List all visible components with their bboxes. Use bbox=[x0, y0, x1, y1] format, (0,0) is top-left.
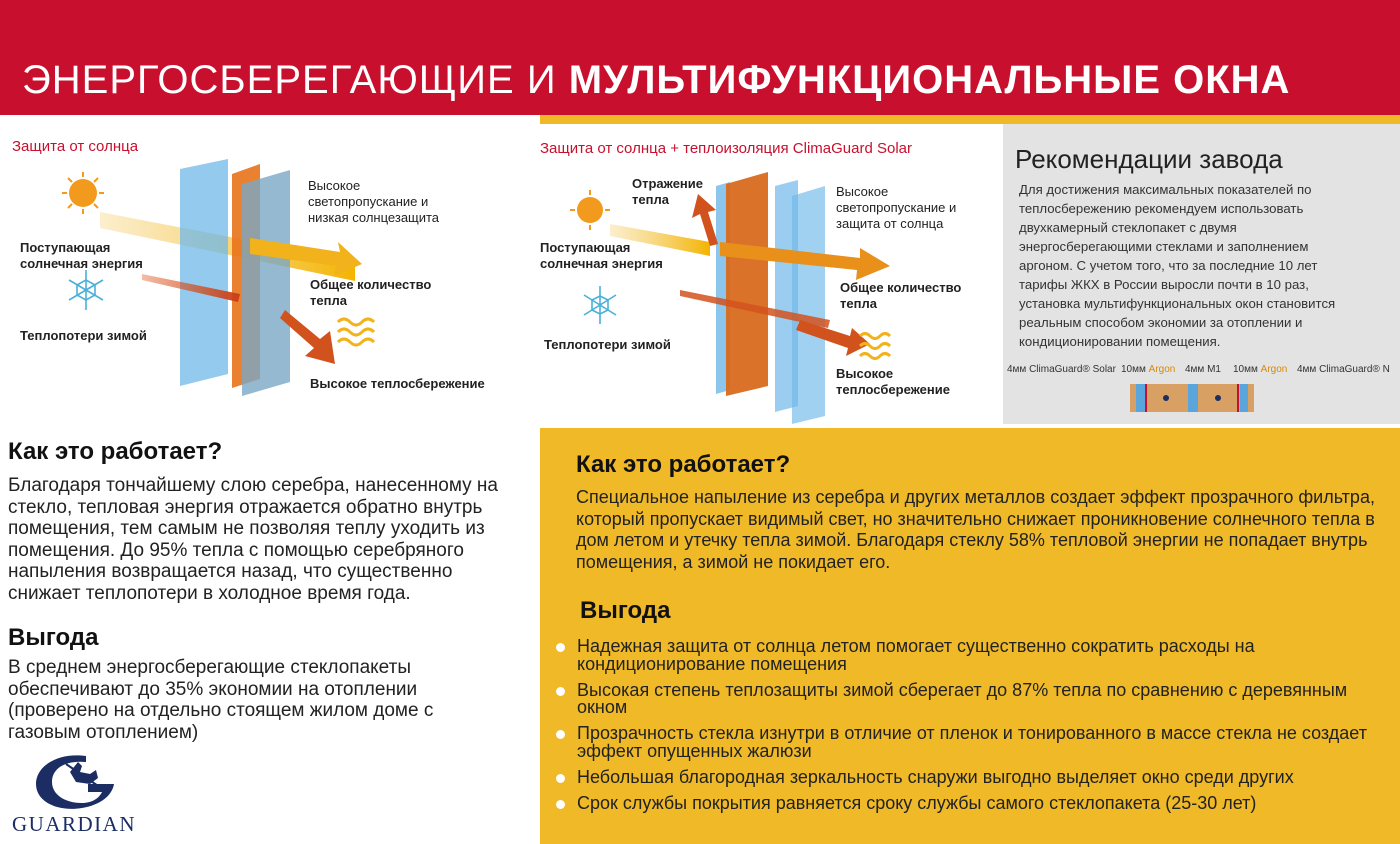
recommendations-title: Рекомендации завода bbox=[1015, 144, 1283, 174]
legend-glass-1: 4мм ClimaGuard® Solar bbox=[1007, 364, 1116, 375]
benefit-list bbox=[556, 638, 1386, 821]
label-heat-loss: Теплопотери зимой bbox=[20, 328, 147, 343]
bullet-icon bbox=[556, 774, 565, 783]
benefit-text: В среднем энергосберегающие стеклопакеты обеспечивают до 35% экономии на отоплении (проверено на отдельно стоящем жилом доме с газовым отоплением) bbox=[8, 657, 434, 743]
sun-icon bbox=[62, 172, 104, 214]
legend-gap-2: 10мм Argon bbox=[1233, 364, 1288, 375]
list-item: Прозрачность стекла изнутри в отличие от пленок и тонированного в массе стекла не создает эффект опущенных жалюзи bbox=[556, 725, 1386, 760]
climaguard-diagram bbox=[530, 124, 1000, 424]
label-total-heat: Общее количество тепла bbox=[840, 280, 962, 311]
guardian-wordmark: GUARDIAN bbox=[12, 812, 136, 836]
snowflake-icon bbox=[69, 270, 103, 310]
label-transmission: Высокое светопропускание и низкая солнцезащита bbox=[308, 178, 440, 225]
diagram-heading: Защита от солнца + теплоизоляция ClimaGuard Solar bbox=[540, 140, 913, 157]
benefit-title: Выгода bbox=[8, 624, 99, 651]
label-heat-reflection: Отражение тепла bbox=[632, 176, 703, 207]
bullet-icon bbox=[556, 687, 565, 696]
header-banner bbox=[0, 0, 1400, 115]
label-incoming-energy: Поступающая солнечная энергия bbox=[20, 240, 143, 271]
factory-recommendations-panel bbox=[1003, 124, 1400, 424]
label-transmission: Высокое светопропускание и защита от солнца bbox=[836, 184, 957, 231]
label-incoming-energy: Поступающая солнечная энергия bbox=[540, 240, 663, 271]
label-total-heat: Общее количество тепла bbox=[310, 277, 432, 308]
label-heat-loss: Теплопотери зимой bbox=[544, 337, 671, 352]
benefit-title: Выгода bbox=[580, 597, 671, 624]
accent-strip bbox=[540, 115, 1400, 124]
legend-glass-3: 4мм ClimaGuard® N bbox=[1297, 364, 1390, 375]
page-title: ЭНЕРГОСБЕРЕГАЮЩИЕ И МУЛЬТИФУНКЦИОНАЛЬНЫЕ ОКНА bbox=[22, 58, 1291, 102]
how-it-works-title: Как это работает? bbox=[8, 438, 223, 465]
glass-unit-illustration bbox=[1130, 384, 1254, 412]
list-item: Надежная защита от солнца летом помогает существенно сократить расходы на кондиционирование помещения bbox=[556, 638, 1386, 673]
bullet-icon bbox=[556, 643, 565, 652]
how-it-works-title: Как это работает? bbox=[576, 451, 791, 478]
label-heat-saving: Высокое теплосбережение bbox=[310, 376, 485, 391]
list-item: Срок службы покрытия равняется сроку службы самого стеклопакета (25-30 лет) bbox=[556, 795, 1386, 813]
list-item: Высокая степень теплозащиты зимой сберегает до 87% тепла по сравнению с деревянным окном bbox=[556, 682, 1386, 717]
bullet-icon bbox=[556, 800, 565, 809]
diagram-heading: Защита от солнца bbox=[12, 138, 139, 155]
guardian-knight-logo-icon bbox=[8, 750, 168, 812]
list-item: Небольшая благородная зеркальность снаружи выгодно выделяет окно среди других bbox=[556, 769, 1386, 787]
recommendations-text: Для достижения максимальных показателей по теплосбережению рекомендуем использовать двухкамерный стеклопакет с двумя энергосберегающими стеклами и заполнением аргоном. С учетом того, что за последние 10 лет тарифы ЖКХ в России выросли почти в 10 раз, установка мультифункциональных окон становится реальным способом экономии за отоплении и кондиционировании помещения. bbox=[1019, 182, 1336, 349]
sun-protection-diagram bbox=[0, 124, 520, 424]
sun-icon bbox=[570, 190, 610, 230]
snowflake-icon bbox=[584, 286, 616, 324]
bullet-icon bbox=[556, 730, 565, 739]
how-it-works-text: Специальное напыление из серебра и других металлов создает эффект прозрачного фильтра, который пропускает видимый свет, но значительно снижает проникновение солнечного тепла в дом летом и утечку тепла зимой. Благодаря стеклу 58% тепловой энергии не попадает внутрь помещения, а зимой не покидает его. bbox=[576, 487, 1375, 572]
label-heat-saving: Высокое теплосбережение bbox=[836, 366, 950, 397]
legend-gap-1: 10мм Argon bbox=[1121, 364, 1176, 375]
legend-glass-2: 4мм M1 bbox=[1185, 364, 1221, 375]
how-it-works-text: Благодаря тончайшему слою серебра, нанесенному на стекло, тепловая энергия отражается обратно внутрь помещения, тем самым не позволяя теплу уходить из помещения. До 95% тепла с помощью серебряного напыления возвращается назад, что существенно снижает теплопотери в холодное время года. bbox=[8, 475, 498, 604]
